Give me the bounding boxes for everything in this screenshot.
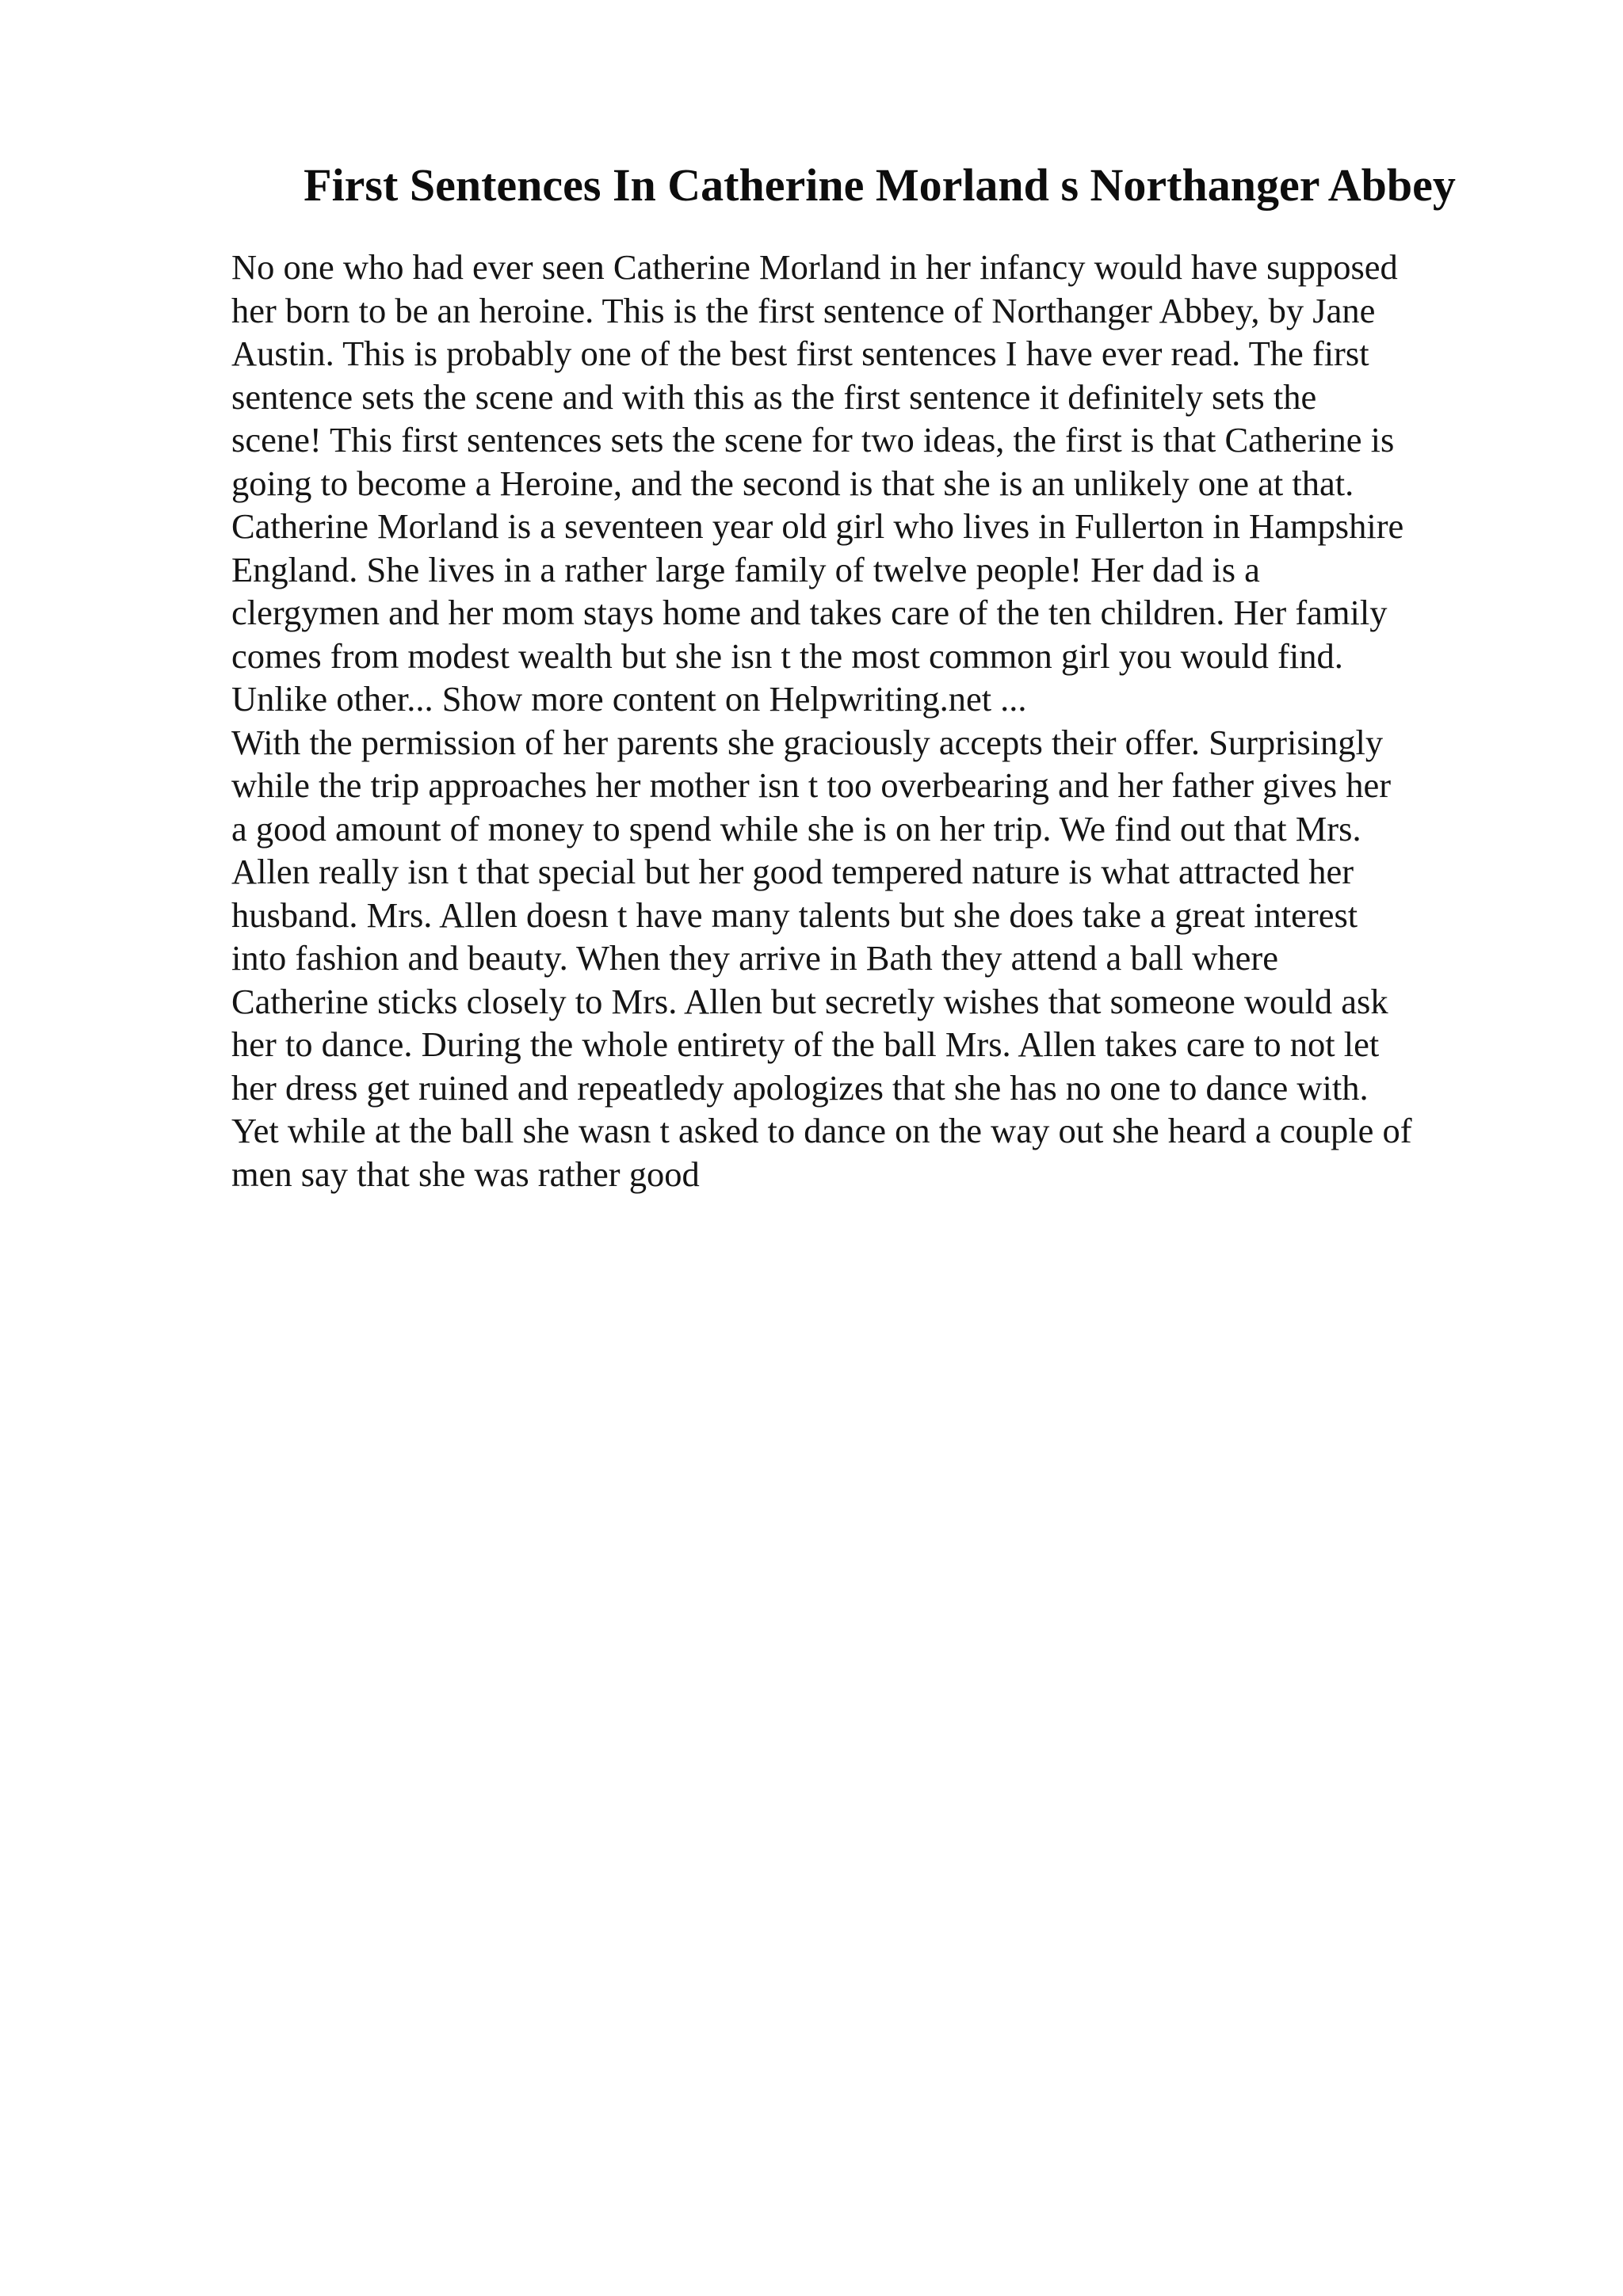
body-line: comes from modest wealth but she isn t the most common girl you would find. bbox=[231, 635, 1343, 676]
body-line: With the permission of her parents she graciously accepts their offer. Surprisingly bbox=[231, 722, 1384, 762]
body-line: Catherine Morland is a seventeen year old girl who lives in Fullerton in Hampshire bbox=[231, 506, 1404, 546]
body-line: Catherine sticks closely to Mrs. Allen but secretly wishes that someone would ask bbox=[231, 981, 1388, 1021]
body-line: men say that she was rather good bbox=[231, 1154, 700, 1194]
body-line: clergymen and her mom stays home and takes care of the ten children. Her family bbox=[231, 593, 1388, 632]
body-line: while the trip approaches her mother isn t too overbearing and her father gives her bbox=[231, 765, 1392, 805]
body-line: No one who had ever seen Catherine Morland in her infancy would have supposed bbox=[231, 247, 1398, 287]
body-line: her to dance. During the whole entirety of the ball Mrs. Allen takes care to not let bbox=[231, 1024, 1380, 1064]
body-line: sentence sets the scene and with this as the first sentence it definitely sets the bbox=[231, 376, 1317, 417]
body-line: scene! This first sentences sets the scene for two ideas, the first is that Catherine is bbox=[231, 420, 1395, 460]
body-line: Unlike other... Show more content on Helpwriting.net ... bbox=[231, 679, 1027, 719]
body-line: into fashion and beauty. When they arrive in Bath they attend a ball where bbox=[231, 938, 1278, 978]
body-line: Allen really isn t that special but her good tempered nature is what attracted her bbox=[231, 852, 1354, 891]
body-line: her born to be an heroine. This is the first sentence of Northanger Abbey, by Jane bbox=[231, 290, 1376, 330]
body-line: husband. Mrs. Allen doesn t have many talents but she does take a great interest bbox=[231, 894, 1358, 935]
document-body bbox=[231, 246, 1499, 1196]
body-line: going to become a Heroine, and the second is that she is an unlikely one at that. bbox=[231, 463, 1354, 503]
body-line: Yet while at the ball she wasn t asked to dance on the way out she heard a couple of bbox=[231, 1111, 1412, 1150]
document-title: First Sentences In Catherine Morland s Northanger Abbey bbox=[304, 159, 1456, 211]
body-line: a good amount of money to spend while she is on her trip. We find out that Mrs. bbox=[231, 808, 1361, 849]
body-line: her dress get ruined and repeatledy apologizes that she has no one to dance with. bbox=[231, 1067, 1369, 1108]
body-line: England. She lives in a rather large family of twelve people! Her dad is a bbox=[231, 549, 1260, 589]
body-line: Austin. This is probably one of the best first sentences I have ever read. The first bbox=[231, 334, 1369, 373]
